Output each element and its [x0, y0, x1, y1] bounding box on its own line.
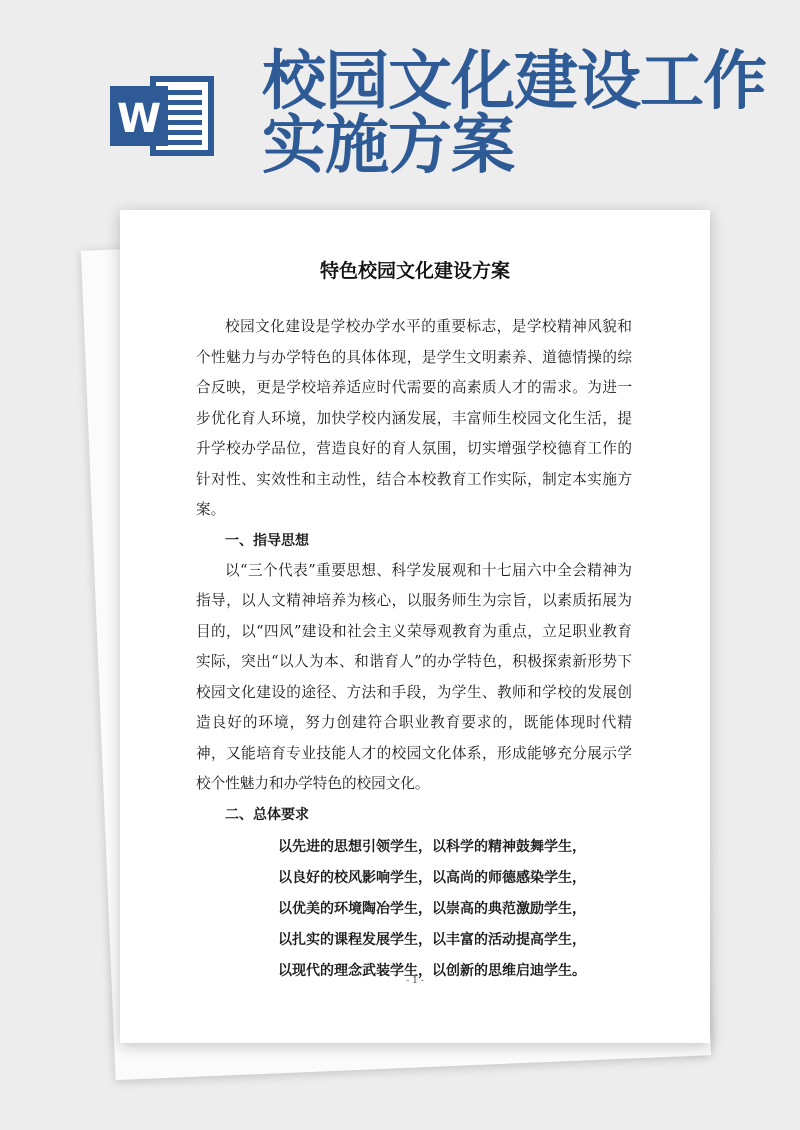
document-title: 特色校园文化建设方案: [319, 260, 510, 282]
slogan-list: [196, 832, 632, 987]
banner-title-line-2: 实施方案: [262, 109, 514, 183]
slogan-line: 以优美的环境陶冶学生，以崇高的典范激励学生，: [278, 900, 586, 917]
slogan-line: 以良好的校风影响学生，以高尚的师德感染学生，: [278, 869, 586, 886]
slogan-line: 以先进的思想引领学生，以科学的精神鼓舞学生，: [278, 838, 586, 855]
section-heading-guiding-ideology: 一、指导思想: [225, 532, 309, 549]
slogan-line: 以现代的理念武装学生，以创新的思维启迪学生。: [278, 962, 586, 979]
word-icon-letter: W: [116, 96, 162, 142]
section-heading-general-requirements: 二、总体要求: [225, 806, 309, 823]
document-page: [120, 210, 710, 1043]
slogan-line: 以扎实的课程发展学生，以丰富的活动提高学生，: [278, 931, 586, 948]
document-body: [196, 312, 632, 987]
word-document-icon: [110, 72, 214, 160]
intro-paragraph: 校园文化建设是学校办学水平的重要标志，是学校精神风貌和个性魅力与办学特色的具体体现，是学生文明素养、道德情操的综合反映，更是学校培养适应时代需要的高素质人才的需求。为进一步优化育人环境，加快学校内涵发展，丰富师生校园文化生活，提升学校办学品位，营造良好的育人氛围，切实增强学校德育工作的针对性、实效性和主动性，结合本校教育工作实际，制定本实施方案。: [196, 318, 632, 518]
page-number: - 1 -: [406, 976, 424, 986]
banner-title: [262, 45, 782, 183]
banner-title-line-1: 校园文化建设工作: [262, 45, 766, 119]
guiding-ideology-paragraph: 以“三个代表”重要思想、科学发展观和十七届六中全会精神为指导，以人文精神培养为核心，以服务师生为宗旨，以素质拓展为目的，以“四风”建设和社会主义荣辱观教育为重点，立足职业教育实际，突出“以人为本、和谐育人”的办学特色，积极探索新形势下校园文化建设的途径、方法和手段，为学生、教师和学校的发展创造良好的环境，努力创建符合职业教育要求的，既能体现时代精神，又能培育专业技能人才的校园文化体系，形成能够充分展示学校个性魅力和办学特色的校园文化。: [196, 561, 632, 792]
